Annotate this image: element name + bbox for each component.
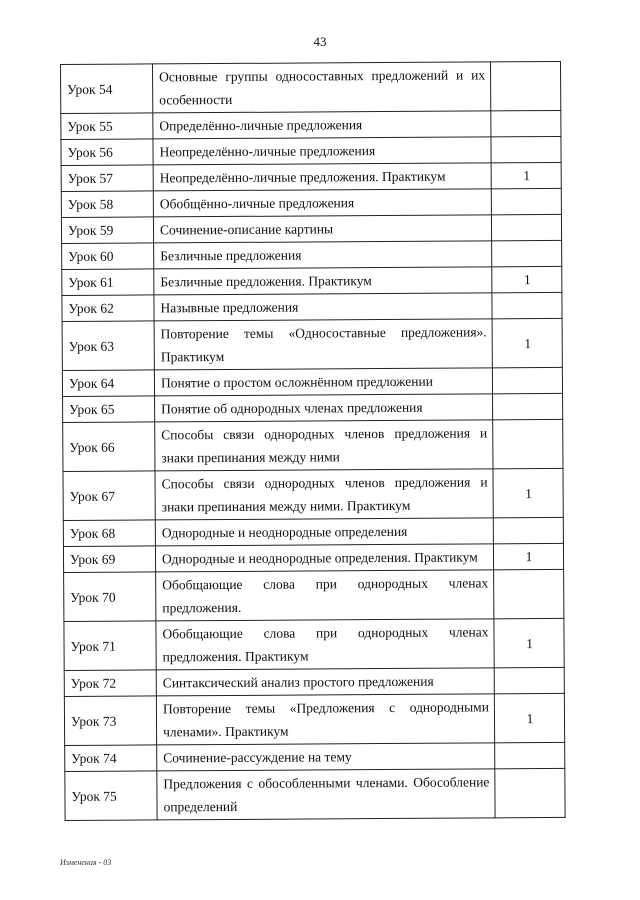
lesson-number-cell: Урок 66 [63,422,155,472]
table-row [62,367,562,396]
lesson-topic-cell: Обобщающие слова при однородных членах предложения. Практикум [156,619,494,670]
lesson-number-cell: Урок 58 [61,191,153,218]
table-row [64,667,564,696]
lesson-number-cell: Урок 59 [61,217,153,244]
lesson-topic-cell: Повторение темы «Предложения с однородными членами». Практикум [156,694,494,745]
lesson-hours-cell: 1 [493,468,563,517]
table-row [65,742,565,771]
lesson-number-cell: Урок 74 [65,745,157,772]
lesson-topic-cell: Сочинение-описание картины [153,215,491,243]
lesson-number-cell: Урок 62 [62,295,154,322]
lesson-topic-cell: Безличные предложения. Практикум [154,267,492,295]
lesson-topic-cell: Обобщённо-личные предложения [153,189,491,217]
table-row [61,188,561,217]
lesson-topic-cell: Понятие об однородных членах предложения [155,394,493,422]
lesson-number-cell: Урок 68 [63,520,155,547]
lesson-number-cell: Урок 69 [63,546,155,573]
table-row [63,419,563,471]
table-row [61,162,561,191]
lesson-plan-table-body [61,61,566,820]
lesson-topic-cell: Способы связи однородных членов предложения и знаки препинания между ними. Практикум [155,469,493,520]
lesson-topic-cell: Однородные и неоднородные определения [155,518,493,546]
table-row [63,543,563,572]
lesson-hours-cell [493,393,563,419]
lesson-hours-cell [493,517,563,543]
lesson-number-cell: Урок 65 [63,396,155,423]
lesson-hours-cell [492,240,562,266]
table-row [64,569,564,621]
lesson-topic-cell: Неопределённо-личные предложения. Практикум [153,163,491,191]
lesson-topic-cell: Сочинение-рассуждение на тему [157,743,495,771]
lesson-number-cell: Урок 72 [64,670,156,697]
lesson-hours-cell [492,292,562,318]
lesson-hours-cell [495,742,565,768]
lesson-number-cell: Урок 55 [61,113,153,140]
lesson-hours-cell: 1 [491,162,561,188]
lesson-topic-cell: Однородные и неоднородные определения. Практикум [155,544,493,572]
lesson-hours-cell [494,667,564,693]
lesson-hours-cell: 1 [492,318,562,367]
table-row [65,768,565,820]
table-row [62,292,562,321]
lesson-topic-cell: Обобщающие слова при однородных членах предложения. [156,570,494,621]
lesson-hours-cell [494,569,564,618]
lesson-topic-cell: Понятие о простом осложнённом предложении [154,368,492,396]
lesson-topic-cell: Назывные предложения [154,293,492,321]
lesson-number-cell: Урок 75 [65,771,157,821]
lesson-topic-cell: Безличные предложения [154,241,492,269]
lesson-number-cell: Урок 73 [64,696,156,746]
lesson-hours-cell [490,61,560,110]
lesson-hours-cell [495,768,565,817]
lesson-hours-cell [491,214,561,240]
table-row [64,618,564,670]
lesson-hours-cell [491,136,561,162]
lesson-topic-cell: Синтаксический анализ простого предложения [156,668,494,696]
table-row [64,693,564,745]
table-row [62,318,562,370]
lesson-hours-cell: 1 [493,543,563,569]
lesson-topic-cell: Предложения с обособленными членами. Обособление определений [157,769,495,820]
lesson-topic-cell: Неопределённо-личные предложения [153,137,491,165]
lesson-hours-cell: 1 [494,693,564,742]
lesson-topic-cell: Повторение темы «Односоставные предложения». Практикум [154,319,492,370]
lesson-number-cell: Урок 60 [62,243,154,270]
lesson-number-cell: Урок 64 [62,370,154,397]
table-row [62,266,562,295]
lesson-hours-cell [491,188,561,214]
table-row [62,240,562,269]
revision-note: Изменения - 03 [60,858,112,867]
table-row [63,468,563,520]
table-row [61,214,561,243]
lesson-hours-cell: 1 [492,266,562,292]
lesson-number-cell: Урок 70 [64,572,156,622]
page-number: 43 [313,34,327,49]
lesson-hours-cell [492,367,562,393]
lesson-number-cell: Урок 63 [62,321,154,371]
table-row [61,136,561,165]
table-row [63,393,563,422]
lesson-number-cell: Урок 71 [64,621,156,671]
lesson-topic-cell: Основные группы односоставных предложений и их особенности [153,62,491,113]
lesson-hours-cell: 1 [494,618,564,667]
lesson-plan-table [60,61,566,821]
table-row [63,517,563,546]
lesson-topic-cell: Определённо-личные предложения [153,111,491,139]
lesson-topic-cell: Способы связи однородных членов предложения и знаки препинания между ними [155,420,493,471]
table-row [61,110,561,139]
lesson-number-cell: Урок 61 [62,269,154,296]
lesson-hours-cell [493,419,563,468]
lesson-hours-cell [491,110,561,136]
lesson-number-cell: Урок 67 [63,471,155,521]
lesson-number-cell: Урок 57 [61,165,153,192]
lesson-number-cell: Урок 56 [61,139,153,166]
lesson-number-cell: Урок 54 [61,64,153,114]
table-row [61,61,561,113]
